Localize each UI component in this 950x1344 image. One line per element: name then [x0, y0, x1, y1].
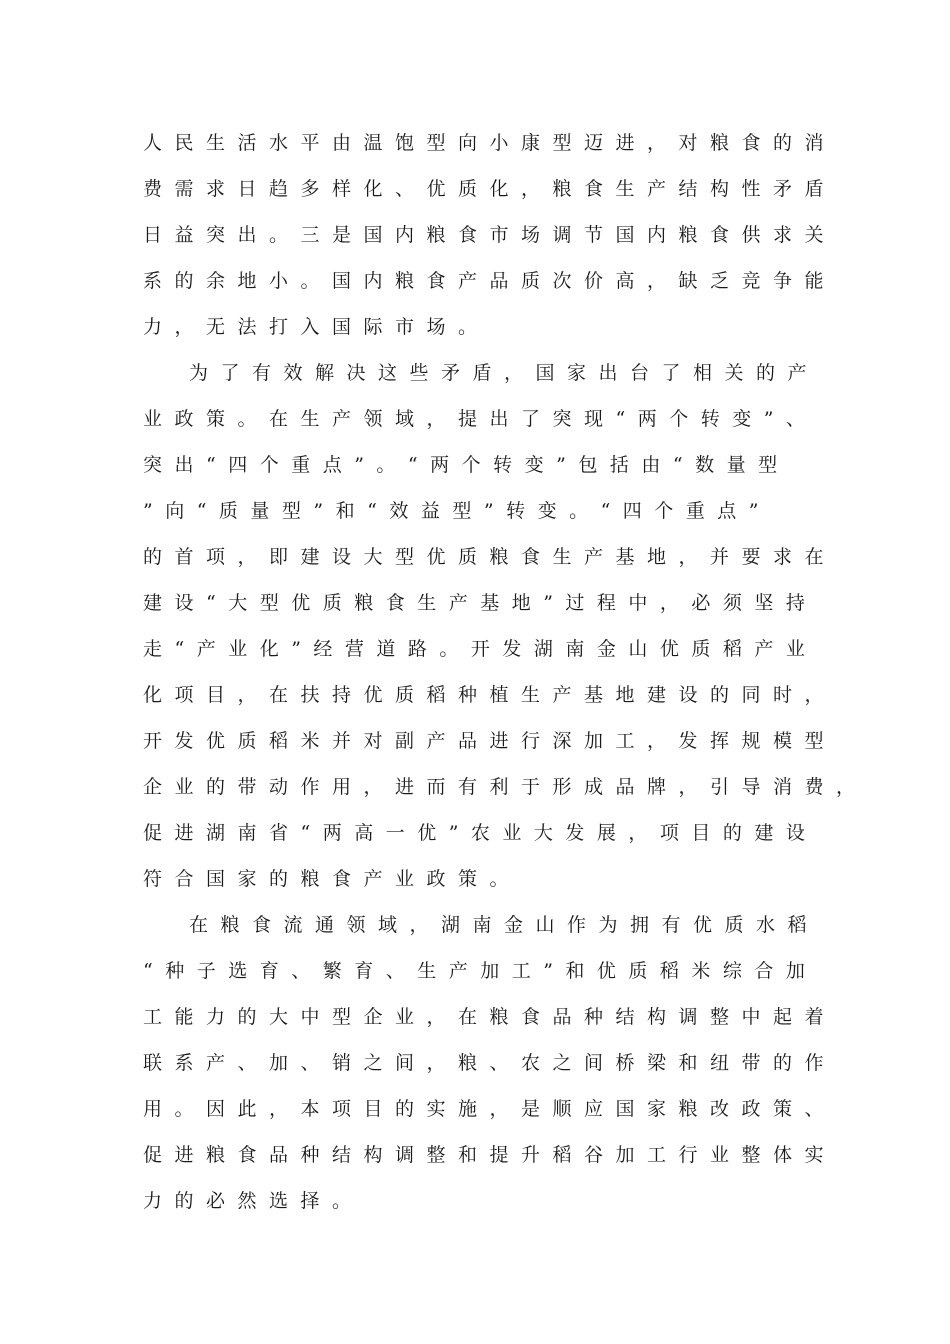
text-line: 化项目，在扶持优质稻种植生产基地建设的同时， [143, 684, 837, 706]
paragraph-first-line: 在粮食流通领域，湖南金山作为拥有优质水稻 [189, 914, 820, 936]
text-line: 促进粮食品种结构调整和提升稻谷加工行业整体实 [143, 1144, 837, 1166]
text-line: 用。因此，本项目的实施，是顺应国家粮改政策、 [143, 1098, 837, 1120]
text-line: 日益突出。三是国内粮食市场调节国内粮食供求关 [143, 224, 837, 246]
text-line: 企业的带动作用，进而有利于形成品牌，引导消费， [143, 776, 868, 798]
text-line: 联系产、加、销之间，粮、农之间桥梁和纽带的作 [143, 1052, 837, 1074]
text-line: 力，无法打入国际市场。 [143, 316, 490, 338]
text-line: 突出“四个重点”。“两个转变”包括由“数量型 [143, 454, 790, 476]
text-line: 费需求日趋多样化、优质化，粮食生产结构性矛盾 [143, 178, 837, 200]
text-line: 建设“大型优质粮食生产基地”过程中，必须坚持 [143, 592, 818, 614]
text-line: 工能力的大中型企业，在粮食品种结构调整中起着 [143, 1006, 837, 1028]
paragraph-first-line: 为了有效解决这些矛盾，国家出台了相关的产 [189, 362, 820, 384]
text-line: 开发优质稻米并对副产品进行深加工，发挥规模型 [143, 730, 837, 752]
text-line: 业政策。在生产领域，提出了突现“两个转变”、 [143, 408, 818, 430]
text-line: 走“产业化”经营道路。开发湖南金山优质稻产业 [143, 638, 818, 660]
text-line: ”向“质量型”和“效益型”转变。“四个重点” [143, 500, 771, 522]
text-line: “种子选育、繁育、生产加工”和优质稻米综合加 [143, 960, 818, 982]
text-line: 符合国家的粮食产业政策。 [143, 868, 522, 890]
text-line: 促进湖南省“两高一优”农业大发展，项目的建设 [143, 822, 818, 844]
text-line: 力的必然选择。 [143, 1190, 364, 1212]
text-line: 人民生活水平由温饱型向小康型迈进，对粮食的消 [143, 132, 837, 154]
text-line: 系的余地小。国内粮食产品质次价高，缺乏竞争能 [143, 270, 837, 292]
text-line: 的首项，即建设大型优质粮食生产基地，并要求在 [143, 546, 837, 568]
